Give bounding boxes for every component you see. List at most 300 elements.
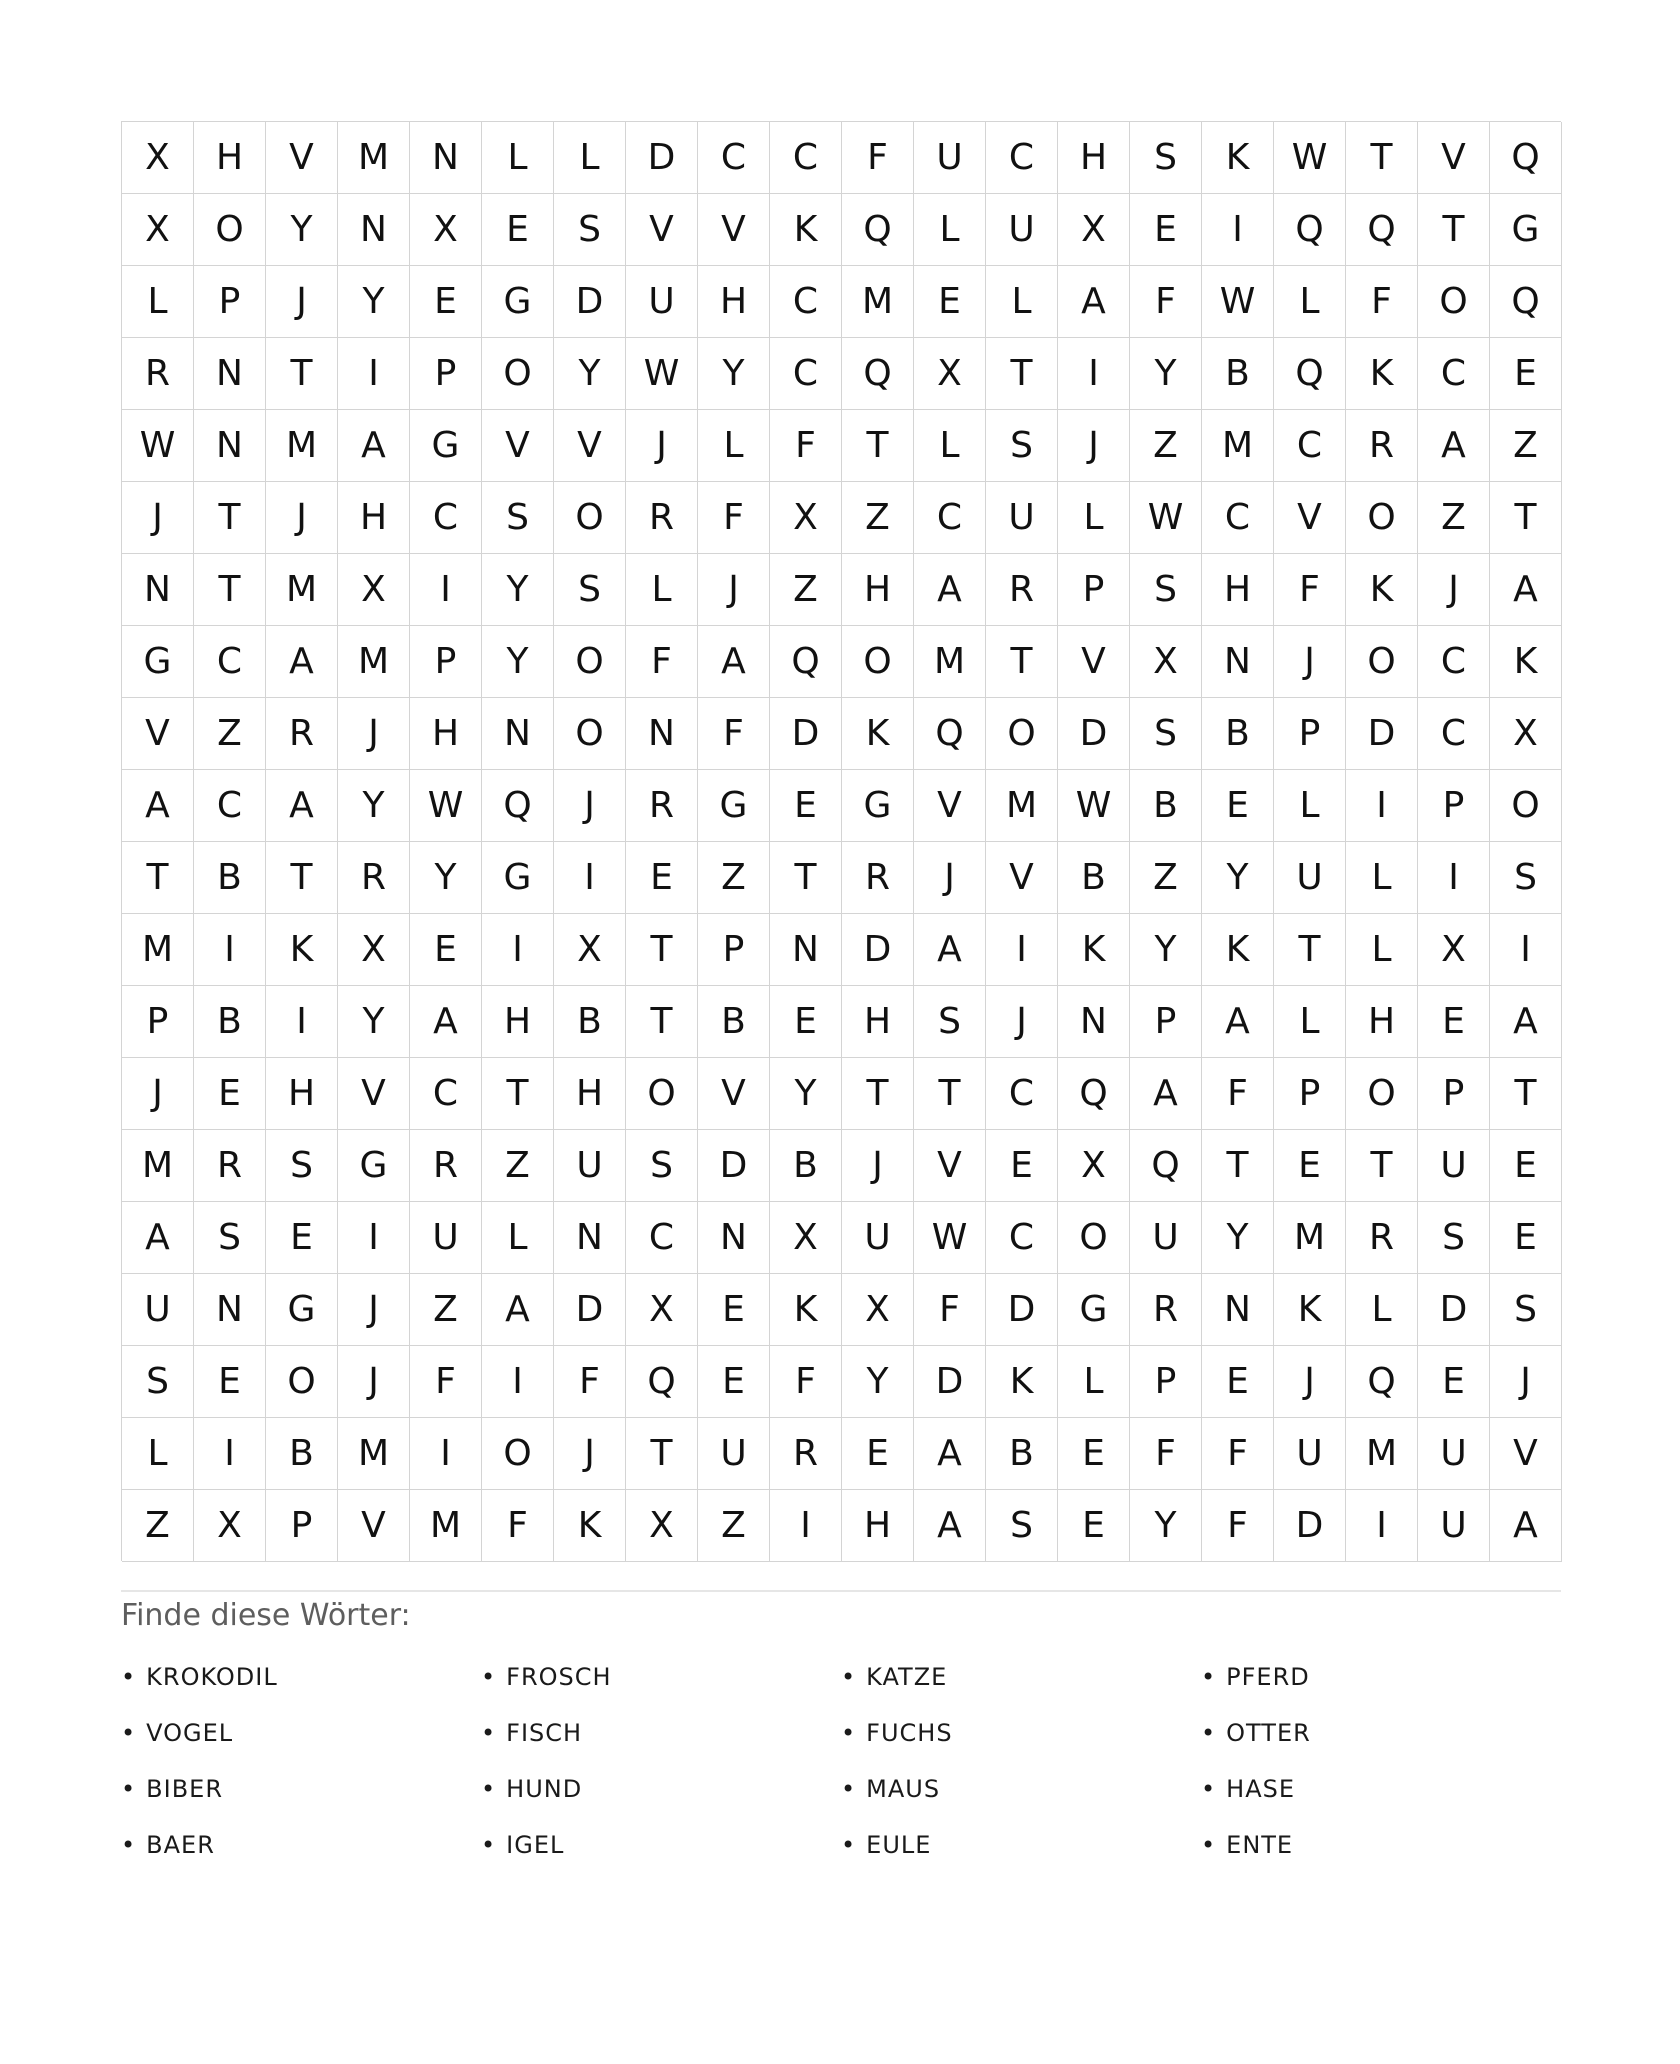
- grid-cell[interactable]: N: [626, 698, 698, 770]
- grid-cell[interactable]: S: [554, 554, 626, 626]
- grid-cell[interactable]: D: [1418, 1274, 1490, 1346]
- grid-cell[interactable]: D: [842, 914, 914, 986]
- grid-cell[interactable]: X: [194, 1490, 266, 1562]
- grid-cell[interactable]: S: [914, 986, 986, 1058]
- grid-cell[interactable]: Z: [1130, 842, 1202, 914]
- grid-cell[interactable]: X: [1058, 194, 1130, 266]
- grid-cell[interactable]: Q: [1058, 1058, 1130, 1130]
- grid-cell[interactable]: S: [266, 1130, 338, 1202]
- grid-cell[interactable]: I: [482, 1346, 554, 1418]
- grid-cell[interactable]: E: [914, 266, 986, 338]
- grid-cell[interactable]: B: [986, 1418, 1058, 1490]
- grid-cell[interactable]: S: [1490, 842, 1562, 914]
- grid-cell[interactable]: U: [842, 1202, 914, 1274]
- grid-cell[interactable]: T: [626, 1418, 698, 1490]
- grid-cell[interactable]: V: [1418, 122, 1490, 194]
- grid-cell[interactable]: K: [1274, 1274, 1346, 1346]
- grid-cell[interactable]: V: [1274, 482, 1346, 554]
- grid-cell[interactable]: I: [194, 914, 266, 986]
- grid-cell[interactable]: A: [266, 770, 338, 842]
- grid-cell[interactable]: Z: [842, 482, 914, 554]
- grid-cell[interactable]: V: [986, 842, 1058, 914]
- grid-cell[interactable]: B: [1202, 338, 1274, 410]
- grid-cell[interactable]: L: [1274, 266, 1346, 338]
- grid-cell[interactable]: I: [1490, 914, 1562, 986]
- grid-cell[interactable]: K: [1346, 338, 1418, 410]
- grid-cell[interactable]: N: [1202, 626, 1274, 698]
- grid-cell[interactable]: S: [986, 1490, 1058, 1562]
- grid-cell[interactable]: L: [122, 1418, 194, 1490]
- grid-cell[interactable]: J: [338, 1346, 410, 1418]
- grid-cell[interactable]: M: [338, 122, 410, 194]
- grid-cell[interactable]: P: [1130, 986, 1202, 1058]
- grid-cell[interactable]: Y: [266, 194, 338, 266]
- grid-cell[interactable]: J: [122, 1058, 194, 1130]
- grid-cell[interactable]: C: [770, 122, 842, 194]
- grid-cell[interactable]: Q: [1130, 1130, 1202, 1202]
- grid-cell[interactable]: E: [1130, 194, 1202, 266]
- grid-cell[interactable]: H: [842, 554, 914, 626]
- grid-cell[interactable]: D: [986, 1274, 1058, 1346]
- grid-cell[interactable]: H: [482, 986, 554, 1058]
- grid-cell[interactable]: A: [338, 410, 410, 482]
- grid-cell[interactable]: Y: [1202, 1202, 1274, 1274]
- grid-cell[interactable]: T: [1490, 482, 1562, 554]
- grid-cell[interactable]: X: [842, 1274, 914, 1346]
- grid-cell[interactable]: V: [338, 1058, 410, 1130]
- grid-cell[interactable]: M: [122, 914, 194, 986]
- grid-cell[interactable]: G: [1058, 1274, 1130, 1346]
- grid-cell[interactable]: I: [410, 1418, 482, 1490]
- grid-cell[interactable]: E: [986, 1130, 1058, 1202]
- grid-cell[interactable]: J: [554, 1418, 626, 1490]
- grid-cell[interactable]: G: [698, 770, 770, 842]
- grid-cell[interactable]: T: [122, 842, 194, 914]
- grid-cell[interactable]: A: [266, 626, 338, 698]
- grid-cell[interactable]: C: [986, 122, 1058, 194]
- grid-cell[interactable]: I: [1418, 842, 1490, 914]
- grid-cell[interactable]: C: [770, 266, 842, 338]
- grid-cell[interactable]: P: [1130, 1346, 1202, 1418]
- grid-cell[interactable]: C: [1418, 698, 1490, 770]
- grid-cell[interactable]: E: [1058, 1418, 1130, 1490]
- grid-cell[interactable]: Q: [1346, 194, 1418, 266]
- grid-cell[interactable]: B: [1058, 842, 1130, 914]
- grid-cell[interactable]: E: [1274, 1130, 1346, 1202]
- grid-cell[interactable]: I: [1346, 770, 1418, 842]
- grid-cell[interactable]: T: [1346, 122, 1418, 194]
- grid-cell[interactable]: V: [626, 194, 698, 266]
- grid-cell[interactable]: T: [194, 554, 266, 626]
- grid-cell[interactable]: O: [554, 626, 626, 698]
- grid-cell[interactable]: F: [1202, 1490, 1274, 1562]
- grid-cell[interactable]: U: [698, 1418, 770, 1490]
- grid-cell[interactable]: Q: [842, 194, 914, 266]
- grid-cell[interactable]: U: [1130, 1202, 1202, 1274]
- grid-cell[interactable]: L: [914, 410, 986, 482]
- grid-cell[interactable]: V: [914, 770, 986, 842]
- grid-cell[interactable]: A: [1490, 554, 1562, 626]
- grid-cell[interactable]: M: [1274, 1202, 1346, 1274]
- grid-cell[interactable]: Y: [842, 1346, 914, 1418]
- grid-cell[interactable]: E: [410, 914, 482, 986]
- grid-cell[interactable]: E: [698, 1274, 770, 1346]
- grid-cell[interactable]: L: [626, 554, 698, 626]
- grid-cell[interactable]: B: [770, 1130, 842, 1202]
- grid-cell[interactable]: A: [914, 914, 986, 986]
- grid-cell[interactable]: U: [1418, 1130, 1490, 1202]
- grid-cell[interactable]: B: [194, 986, 266, 1058]
- grid-cell[interactable]: N: [698, 1202, 770, 1274]
- grid-cell[interactable]: E: [1418, 986, 1490, 1058]
- grid-cell[interactable]: U: [1418, 1490, 1490, 1562]
- grid-cell[interactable]: F: [698, 482, 770, 554]
- grid-cell[interactable]: C: [194, 770, 266, 842]
- grid-cell[interactable]: Y: [698, 338, 770, 410]
- grid-cell[interactable]: W: [626, 338, 698, 410]
- grid-cell[interactable]: X: [338, 914, 410, 986]
- grid-cell[interactable]: A: [482, 1274, 554, 1346]
- grid-cell[interactable]: E: [1202, 1346, 1274, 1418]
- grid-cell[interactable]: H: [1346, 986, 1418, 1058]
- grid-cell[interactable]: R: [986, 554, 1058, 626]
- grid-cell[interactable]: I: [554, 842, 626, 914]
- grid-cell[interactable]: L: [698, 410, 770, 482]
- grid-cell[interactable]: C: [1418, 626, 1490, 698]
- grid-cell[interactable]: I: [194, 1418, 266, 1490]
- grid-cell[interactable]: F: [770, 1346, 842, 1418]
- grid-cell[interactable]: J: [1274, 1346, 1346, 1418]
- grid-cell[interactable]: T: [1490, 1058, 1562, 1130]
- grid-cell[interactable]: S: [986, 410, 1058, 482]
- grid-cell[interactable]: T: [1202, 1130, 1274, 1202]
- grid-cell[interactable]: X: [1490, 698, 1562, 770]
- grid-cell[interactable]: H: [1058, 122, 1130, 194]
- grid-cell[interactable]: Z: [122, 1490, 194, 1562]
- grid-cell[interactable]: X: [1418, 914, 1490, 986]
- grid-cell[interactable]: R: [1130, 1274, 1202, 1346]
- grid-cell[interactable]: X: [626, 1490, 698, 1562]
- grid-cell[interactable]: A: [914, 1490, 986, 1562]
- grid-cell[interactable]: H: [338, 482, 410, 554]
- grid-cell[interactable]: Z: [482, 1130, 554, 1202]
- grid-cell[interactable]: R: [266, 698, 338, 770]
- grid-cell[interactable]: L: [122, 266, 194, 338]
- grid-cell[interactable]: A: [914, 554, 986, 626]
- grid-cell[interactable]: Q: [1274, 194, 1346, 266]
- grid-cell[interactable]: S: [1418, 1202, 1490, 1274]
- grid-cell[interactable]: Q: [1274, 338, 1346, 410]
- grid-cell[interactable]: L: [1346, 842, 1418, 914]
- grid-cell[interactable]: N: [338, 194, 410, 266]
- grid-cell[interactable]: U: [986, 194, 1058, 266]
- grid-cell[interactable]: F: [1202, 1058, 1274, 1130]
- grid-cell[interactable]: M: [842, 266, 914, 338]
- grid-cell[interactable]: E: [482, 194, 554, 266]
- grid-cell[interactable]: H: [194, 122, 266, 194]
- grid-cell[interactable]: A: [1490, 986, 1562, 1058]
- grid-cell[interactable]: Q: [842, 338, 914, 410]
- grid-cell[interactable]: T: [1418, 194, 1490, 266]
- grid-cell[interactable]: B: [266, 1418, 338, 1490]
- grid-cell[interactable]: O: [1346, 626, 1418, 698]
- grid-cell[interactable]: Z: [770, 554, 842, 626]
- grid-cell[interactable]: M: [1346, 1418, 1418, 1490]
- grid-cell[interactable]: X: [914, 338, 986, 410]
- grid-cell[interactable]: G: [338, 1130, 410, 1202]
- grid-cell[interactable]: O: [842, 626, 914, 698]
- grid-cell[interactable]: V: [698, 1058, 770, 1130]
- grid-cell[interactable]: J: [626, 410, 698, 482]
- grid-cell[interactable]: G: [842, 770, 914, 842]
- grid-cell[interactable]: Z: [410, 1274, 482, 1346]
- grid-cell[interactable]: P: [122, 986, 194, 1058]
- grid-cell[interactable]: V: [1490, 1418, 1562, 1490]
- grid-cell[interactable]: I: [1346, 1490, 1418, 1562]
- grid-cell[interactable]: A: [122, 1202, 194, 1274]
- grid-cell[interactable]: X: [410, 194, 482, 266]
- grid-cell[interactable]: N: [482, 698, 554, 770]
- grid-cell[interactable]: M: [914, 626, 986, 698]
- grid-cell[interactable]: P: [1418, 1058, 1490, 1130]
- grid-cell[interactable]: J: [122, 482, 194, 554]
- grid-cell[interactable]: H: [554, 1058, 626, 1130]
- grid-cell[interactable]: R: [410, 1130, 482, 1202]
- grid-cell[interactable]: X: [122, 194, 194, 266]
- grid-cell[interactable]: W: [1130, 482, 1202, 554]
- grid-cell[interactable]: C: [914, 482, 986, 554]
- grid-cell[interactable]: E: [698, 1346, 770, 1418]
- grid-cell[interactable]: A: [410, 986, 482, 1058]
- grid-cell[interactable]: K: [1346, 554, 1418, 626]
- grid-cell[interactable]: M: [986, 770, 1058, 842]
- grid-cell[interactable]: T: [1274, 914, 1346, 986]
- grid-cell[interactable]: B: [1130, 770, 1202, 842]
- grid-cell[interactable]: E: [194, 1346, 266, 1418]
- grid-cell[interactable]: M: [266, 410, 338, 482]
- grid-cell[interactable]: I: [986, 914, 1058, 986]
- grid-cell[interactable]: F: [914, 1274, 986, 1346]
- grid-cell[interactable]: F: [482, 1490, 554, 1562]
- grid-cell[interactable]: U: [410, 1202, 482, 1274]
- grid-cell[interactable]: L: [1346, 1274, 1418, 1346]
- grid-cell[interactable]: K: [266, 914, 338, 986]
- grid-cell[interactable]: F: [1202, 1418, 1274, 1490]
- grid-cell[interactable]: E: [1202, 770, 1274, 842]
- grid-cell[interactable]: T: [482, 1058, 554, 1130]
- grid-cell[interactable]: D: [914, 1346, 986, 1418]
- grid-cell[interactable]: D: [1058, 698, 1130, 770]
- grid-cell[interactable]: L: [1058, 1346, 1130, 1418]
- grid-cell[interactable]: V: [1058, 626, 1130, 698]
- grid-cell[interactable]: I: [1058, 338, 1130, 410]
- grid-cell[interactable]: P: [410, 626, 482, 698]
- grid-cell[interactable]: C: [194, 626, 266, 698]
- grid-cell[interactable]: T: [842, 1058, 914, 1130]
- grid-cell[interactable]: V: [338, 1490, 410, 1562]
- grid-cell[interactable]: Q: [1490, 122, 1562, 194]
- grid-cell[interactable]: A: [698, 626, 770, 698]
- grid-cell[interactable]: T: [914, 1058, 986, 1130]
- grid-cell[interactable]: L: [1274, 986, 1346, 1058]
- grid-cell[interactable]: D: [770, 698, 842, 770]
- grid-cell[interactable]: X: [1058, 1130, 1130, 1202]
- grid-cell[interactable]: O: [482, 338, 554, 410]
- grid-cell[interactable]: E: [1490, 1202, 1562, 1274]
- grid-cell[interactable]: R: [626, 482, 698, 554]
- grid-cell[interactable]: F: [1346, 266, 1418, 338]
- grid-cell[interactable]: Q: [1346, 1346, 1418, 1418]
- grid-cell[interactable]: O: [482, 1418, 554, 1490]
- grid-cell[interactable]: R: [194, 1130, 266, 1202]
- grid-cell[interactable]: J: [338, 698, 410, 770]
- grid-cell[interactable]: R: [338, 842, 410, 914]
- grid-cell[interactable]: T: [770, 842, 842, 914]
- grid-cell[interactable]: K: [554, 1490, 626, 1562]
- grid-cell[interactable]: A: [914, 1418, 986, 1490]
- grid-cell[interactable]: U: [1418, 1418, 1490, 1490]
- grid-cell[interactable]: E: [410, 266, 482, 338]
- grid-cell[interactable]: G: [482, 266, 554, 338]
- grid-cell[interactable]: P: [410, 338, 482, 410]
- grid-cell[interactable]: F: [842, 122, 914, 194]
- grid-cell[interactable]: O: [626, 1058, 698, 1130]
- grid-cell[interactable]: G: [482, 842, 554, 914]
- grid-cell[interactable]: E: [626, 842, 698, 914]
- grid-cell[interactable]: J: [1274, 626, 1346, 698]
- grid-cell[interactable]: N: [194, 1274, 266, 1346]
- grid-cell[interactable]: X: [554, 914, 626, 986]
- grid-cell[interactable]: K: [1202, 914, 1274, 986]
- grid-cell[interactable]: K: [770, 1274, 842, 1346]
- grid-cell[interactable]: P: [194, 266, 266, 338]
- grid-cell[interactable]: G: [122, 626, 194, 698]
- grid-cell[interactable]: U: [626, 266, 698, 338]
- grid-cell[interactable]: I: [770, 1490, 842, 1562]
- grid-cell[interactable]: O: [1346, 1058, 1418, 1130]
- grid-cell[interactable]: Y: [338, 770, 410, 842]
- grid-cell[interactable]: K: [770, 194, 842, 266]
- grid-cell[interactable]: S: [482, 482, 554, 554]
- grid-cell[interactable]: W: [1202, 266, 1274, 338]
- grid-cell[interactable]: Y: [482, 626, 554, 698]
- grid-cell[interactable]: N: [122, 554, 194, 626]
- grid-cell[interactable]: D: [698, 1130, 770, 1202]
- grid-cell[interactable]: U: [122, 1274, 194, 1346]
- grid-cell[interactable]: C: [410, 1058, 482, 1130]
- grid-cell[interactable]: T: [266, 842, 338, 914]
- grid-cell[interactable]: H: [698, 266, 770, 338]
- grid-cell[interactable]: L: [986, 266, 1058, 338]
- grid-cell[interactable]: J: [1490, 1346, 1562, 1418]
- grid-cell[interactable]: D: [554, 266, 626, 338]
- grid-cell[interactable]: V: [554, 410, 626, 482]
- grid-cell[interactable]: I: [482, 914, 554, 986]
- grid-cell[interactable]: C: [1418, 338, 1490, 410]
- grid-cell[interactable]: U: [1274, 842, 1346, 914]
- grid-cell[interactable]: N: [410, 122, 482, 194]
- grid-cell[interactable]: K: [842, 698, 914, 770]
- grid-cell[interactable]: Z: [1130, 410, 1202, 482]
- grid-cell[interactable]: E: [1490, 1130, 1562, 1202]
- grid-cell[interactable]: D: [554, 1274, 626, 1346]
- grid-cell[interactable]: G: [410, 410, 482, 482]
- grid-cell[interactable]: S: [1130, 554, 1202, 626]
- grid-cell[interactable]: J: [1058, 410, 1130, 482]
- grid-cell[interactable]: Y: [338, 266, 410, 338]
- grid-cell[interactable]: O: [1490, 770, 1562, 842]
- grid-cell[interactable]: J: [554, 770, 626, 842]
- grid-cell[interactable]: T: [626, 914, 698, 986]
- grid-cell[interactable]: E: [770, 770, 842, 842]
- grid-cell[interactable]: N: [554, 1202, 626, 1274]
- grid-cell[interactable]: F: [770, 410, 842, 482]
- grid-cell[interactable]: A: [1202, 986, 1274, 1058]
- grid-cell[interactable]: V: [482, 410, 554, 482]
- grid-cell[interactable]: M: [338, 626, 410, 698]
- grid-cell[interactable]: Q: [482, 770, 554, 842]
- grid-cell[interactable]: J: [266, 482, 338, 554]
- grid-cell[interactable]: M: [1202, 410, 1274, 482]
- grid-cell[interactable]: K: [1490, 626, 1562, 698]
- grid-cell[interactable]: N: [1058, 986, 1130, 1058]
- grid-cell[interactable]: K: [1202, 122, 1274, 194]
- grid-cell[interactable]: M: [338, 1418, 410, 1490]
- grid-cell[interactable]: E: [266, 1202, 338, 1274]
- grid-cell[interactable]: V: [698, 194, 770, 266]
- grid-cell[interactable]: E: [1490, 338, 1562, 410]
- grid-cell[interactable]: Q: [770, 626, 842, 698]
- grid-cell[interactable]: G: [1490, 194, 1562, 266]
- grid-cell[interactable]: O: [554, 482, 626, 554]
- grid-cell[interactable]: Y: [482, 554, 554, 626]
- grid-cell[interactable]: E: [770, 986, 842, 1058]
- grid-cell[interactable]: C: [698, 122, 770, 194]
- grid-cell[interactable]: K: [1058, 914, 1130, 986]
- grid-cell[interactable]: C: [1274, 410, 1346, 482]
- grid-cell[interactable]: O: [1418, 266, 1490, 338]
- grid-cell[interactable]: N: [194, 410, 266, 482]
- grid-cell[interactable]: P: [1418, 770, 1490, 842]
- grid-cell[interactable]: T: [842, 410, 914, 482]
- grid-cell[interactable]: A: [1490, 1490, 1562, 1562]
- grid-cell[interactable]: Z: [1418, 482, 1490, 554]
- grid-cell[interactable]: U: [986, 482, 1058, 554]
- grid-cell[interactable]: P: [1058, 554, 1130, 626]
- grid-cell[interactable]: R: [626, 770, 698, 842]
- grid-cell[interactable]: Z: [698, 1490, 770, 1562]
- grid-cell[interactable]: Q: [914, 698, 986, 770]
- grid-cell[interactable]: L: [482, 1202, 554, 1274]
- grid-cell[interactable]: A: [1058, 266, 1130, 338]
- grid-cell[interactable]: L: [914, 194, 986, 266]
- grid-cell[interactable]: X: [770, 1202, 842, 1274]
- grid-cell[interactable]: H: [842, 1490, 914, 1562]
- grid-cell[interactable]: U: [1274, 1418, 1346, 1490]
- grid-cell[interactable]: P: [1274, 698, 1346, 770]
- grid-cell[interactable]: M: [410, 1490, 482, 1562]
- grid-cell[interactable]: F: [626, 626, 698, 698]
- grid-cell[interactable]: N: [1202, 1274, 1274, 1346]
- grid-cell[interactable]: H: [410, 698, 482, 770]
- grid-cell[interactable]: E: [842, 1418, 914, 1490]
- grid-cell[interactable]: C: [986, 1202, 1058, 1274]
- grid-cell[interactable]: Y: [338, 986, 410, 1058]
- grid-cell[interactable]: F: [554, 1346, 626, 1418]
- grid-cell[interactable]: I: [266, 986, 338, 1058]
- grid-cell[interactable]: E: [1058, 1490, 1130, 1562]
- grid-cell[interactable]: T: [626, 986, 698, 1058]
